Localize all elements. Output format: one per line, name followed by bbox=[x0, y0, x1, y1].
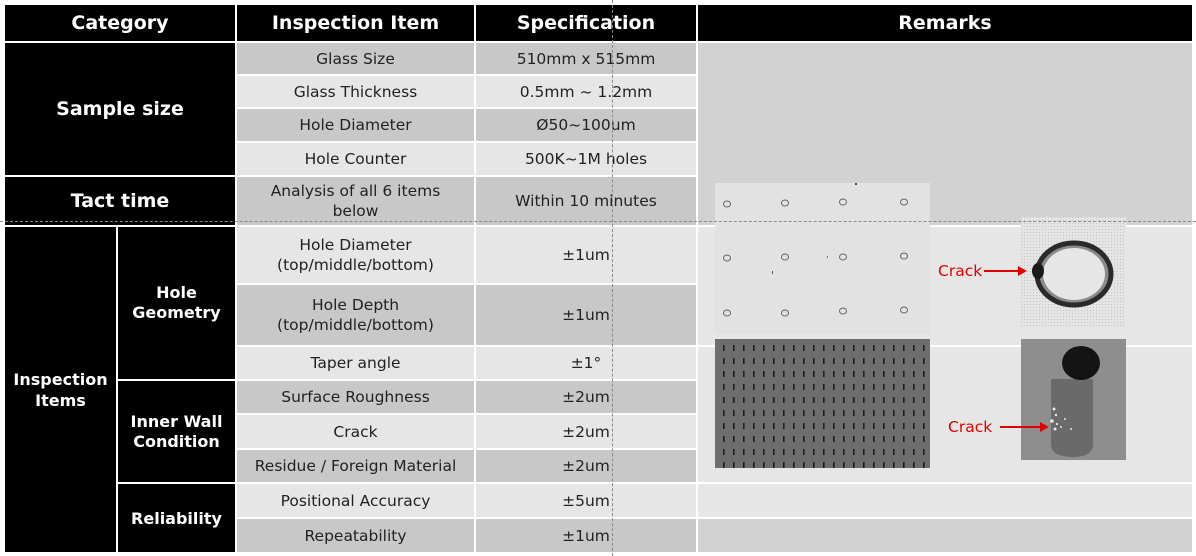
item-taper-angle: Taper angle bbox=[237, 347, 474, 379]
spec-crack: ±2um bbox=[476, 415, 696, 448]
item-glass-size: Glass Size bbox=[237, 43, 474, 74]
subcategory-reliability: Reliability bbox=[118, 484, 235, 552]
spec-residue-foreign-material: ±2um bbox=[476, 450, 696, 482]
spec-taper-angle: ±1° bbox=[476, 347, 696, 379]
item-crack: Crack bbox=[237, 415, 474, 448]
header-remarks: Remarks bbox=[698, 5, 1192, 41]
guide-line-horizontal bbox=[0, 221, 1196, 222]
category-inspection-items: Inspection Items bbox=[5, 227, 116, 552]
crack-label-1: Crack bbox=[938, 262, 983, 280]
spec-hole-diameter: Ø50~100um bbox=[476, 109, 696, 141]
item-glass-thickness: Glass Thickness bbox=[237, 76, 474, 107]
hole-array-image bbox=[715, 339, 930, 468]
spec-surface-roughness: ±2um bbox=[476, 381, 696, 413]
subcategory-hole-geometry: Hole Geometry bbox=[118, 227, 235, 379]
item-analysis-all: Analysis of all 6 items below bbox=[237, 177, 474, 225]
item-positional-accuracy: Positional Accuracy bbox=[237, 484, 474, 517]
inner-wall-crack-image bbox=[1021, 339, 1126, 460]
item-hole-diameter-tmb: Hole Diameter (top/middle/bottom) bbox=[237, 227, 474, 283]
spec-hole-diameter-tmb: ±1um bbox=[476, 227, 696, 283]
spec-tact-time: Within 10 minutes bbox=[476, 177, 696, 225]
hole-grid-image bbox=[715, 183, 930, 334]
crack-hole-image bbox=[1021, 217, 1126, 328]
crack-label-2: Crack bbox=[948, 418, 993, 436]
item-hole-depth-tmb: Hole Depth (top/middle/bottom) bbox=[237, 285, 474, 345]
spec-positional-accuracy: ±5um bbox=[476, 484, 696, 517]
spec-glass-thickness: 0.5mm ~ 1.2mm bbox=[476, 76, 696, 107]
spec-glass-size: 510mm x 515mm bbox=[476, 43, 696, 74]
item-hole-counter: Hole Counter bbox=[237, 143, 474, 175]
subcategory-inner-wall-condition: Inner Wall Condition bbox=[118, 381, 235, 482]
item-residue-foreign-material: Residue / Foreign Material bbox=[237, 450, 474, 482]
remarks-area-positional bbox=[698, 484, 1192, 517]
crack-arrow-1-icon bbox=[984, 264, 1028, 278]
item-surface-roughness: Surface Roughness bbox=[237, 381, 474, 413]
header-inspection-item: Inspection Item bbox=[237, 5, 474, 41]
category-sample-size: Sample size bbox=[5, 43, 235, 175]
category-tact-time: Tact time bbox=[5, 177, 235, 225]
spec-hole-depth-tmb: ±1um bbox=[476, 285, 696, 345]
item-repeatability: Repeatability bbox=[237, 519, 474, 552]
remarks-area-repeatability bbox=[698, 519, 1192, 552]
item-hole-diameter: Hole Diameter bbox=[237, 109, 474, 141]
guide-line-vertical bbox=[612, 0, 613, 556]
header-specification: Specification bbox=[476, 5, 696, 41]
crack-arrow-2-icon bbox=[1000, 420, 1050, 434]
spec-repeatability: ±1um bbox=[476, 519, 696, 552]
header-category: Category bbox=[5, 5, 235, 41]
spec-hole-counter: 500K~1M holes bbox=[476, 143, 696, 175]
